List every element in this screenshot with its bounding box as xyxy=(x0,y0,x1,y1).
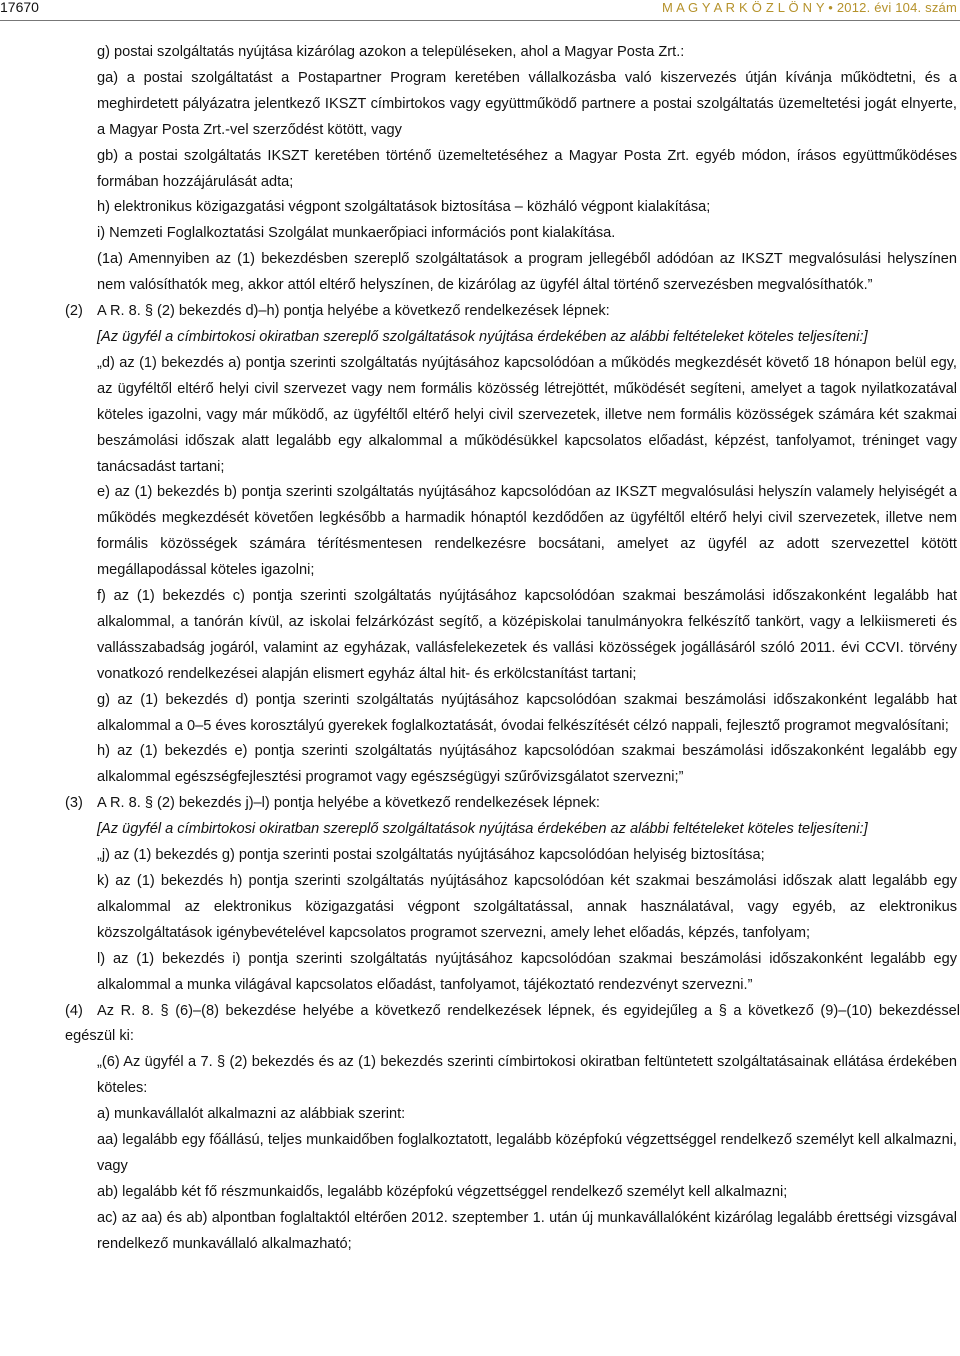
paragraph: a) munkavállalót alkalmazni az alábbiak szerint: xyxy=(97,1106,406,1123)
publication-title: M A G Y A R K Ö Z L Ö N Y • 2012. évi 104. szám xyxy=(661,0,957,15)
numbered-paragraph xyxy=(65,999,960,1051)
paragraph-number: (2) xyxy=(65,303,83,320)
paragraph-number: (4) xyxy=(65,1002,83,1019)
page-header xyxy=(0,0,960,22)
paragraph-text: [Az ügyfél a címbirtokosi okiratban szereplő szolgáltatások nyújtása érdekében az alábbi feltételeket köteles teljesíteni:] xyxy=(97,328,868,345)
paragraph: e) az (1) bekezdés b) pontja szerinti szolgáltatás nyújtásához kapcsolódóan az IKSZT megvalósulási helyszín valamely helyiségét a működés megkezdését követően legkésőbb a harmadik hónaptól kezdődően az ügyféltől eltérő helyi civil szervezetek, illetve nem formális közösségek számára térítésmentesen rendelkezésre bocsátani, amelyet az ügyfél az adott szervezettel kötött megállapodással köteles igazolni; xyxy=(97,484,957,579)
paragraph: „d) az (1) bekezdés a) pontja szerinti szolgáltatás nyújtásához kapcsolódóan a működés megkezdését követő 18 hónapon belül egy, az ügyféltől eltérő helyi civil szervezet vagy nem formális közösség létrejöttét, működését segíteni, amelyet a tagok nyilatkozatával köteles igazolni, vagy már működő, az ügyféltől eltérő helyi civil szervezetek, illetve nem formális közösségek számára két szakmai beszámolási időszak alatt legalább egy alkalommal a működésükkel kapcsolatos előadást, képzést, tanfolyamot, tréninget vagy tanácsadást tartani; xyxy=(97,354,957,475)
paragraph: k) az (1) bekezdés h) pontja szerinti szolgáltatás nyújtásához kapcsolódóan két szakmai beszámolási időszak alatt legalább egy alkalommal az elektronikus közigazgatási végpont szolgáltatással, annak használatával, vagy egyéb, az elektronikus közszolgáltatások igénybevételével kapcsolatos programot szervezni, amely lehet előadás, képzés, tanfolyam; xyxy=(97,873,957,941)
paragraph: i) Nemzeti Foglalkoztatási Szolgálat munkaerőpiaci információs pont kialakítása. xyxy=(97,225,616,242)
paragraph: h) elektronikus közigazgatási végpont szolgáltatások biztosítása – közháló végpont kialakítása; xyxy=(97,199,711,216)
italic-paragraph xyxy=(97,325,957,351)
italic-paragraph xyxy=(97,817,957,843)
paragraph: f) az (1) bekezdés c) pontja szerinti szolgáltatás nyújtásához kapcsolódóan szakmai beszámolási időszakonként legalább hat alkalommal, a tanórán kívül, az iskolai felzárkózást segítő, a középiskolai tanulmányokra felkészítő tankört, vagy a lelkiismereti és vallásszabadság jogáról, valamint az egyházak, vallásfelekezetek és vallási közösségek jogállásáról szóló 2011. évi CCVI. törvény vonatkozó rendelkezései alapján elismert egyház által hit- és erkölcstanítást tartani; xyxy=(97,588,957,682)
paragraph-text: A R. 8. § (2) bekezdés d)–h) pontja helyébe a következő rendelkezések lépnek: xyxy=(97,303,610,320)
document-body xyxy=(0,40,960,1258)
paragraph: gb) a postai szolgáltatás IKSZT keretében történő üzemeltetéséhez a Magyar Posta Zrt. egyéb módon, írásos együttműködéses formában hozzájárulását adta; xyxy=(97,147,957,190)
numbered-paragraph xyxy=(65,791,960,817)
paragraph: g) az (1) bekezdés d) pontja szerinti szolgáltatás nyújtásához kapcsolódóan szakmai beszámolási időszakonként legalább hat alkalommal a 0–5 éves korosztályú gyerekek foglalkoztatását, óvodai felkészítését célzó nappali, fejlesztő programot megvalósítani; xyxy=(97,691,957,734)
paragraph-text: [Az ügyfél a címbirtokosi okiratban szereplő szolgáltatások nyújtása érdekében az alábbi feltételeket köteles teljesíteni:] xyxy=(97,821,868,838)
paragraph: l) az (1) bekezdés i) pontja szerinti szolgáltatás nyújtásához kapcsolódóan szakmai beszámolási időszakonként legalább egy alkalommal a munka világával kapcsolatos előadást, tanfolyamot, tájékoztató rendezvényt szervezni.” xyxy=(97,950,957,993)
paragraph: (1a) Amennyiben az (1) bekezdésben szereplő szolgáltatások a program jellegéből adódóan az IKSZT megvalósulási helyszínen nem valósíthatók meg, akkor attól eltérő helyszínen, de kizárólag az ügyfél által történő szervezésben megvalósíthatók.” xyxy=(97,251,957,294)
paragraph: h) az (1) bekezdés e) pontja szerinti szolgáltatás nyújtásához kapcsolódóan szakmai beszámolási időszakonként legalább egy alkalommal egészségfejlesztési programot vagy egészségügyi szűrővizsgálatot szervezni;” xyxy=(97,743,957,786)
numbered-paragraph xyxy=(65,299,960,325)
paragraph-text: Az R. 8. § (6)–(8) bekezdése helyébe a következő rendelkezések lépnek, és egyidejűleg a § a következő (9)–(10) bekezdéssel egészül ki: xyxy=(65,1002,960,1045)
paragraph: „j) az (1) bekezdés g) pontja szerinti postai szolgáltatás nyújtásához kapcsolódóan helyiség biztosítása; xyxy=(97,847,765,864)
page-number: 17670 xyxy=(0,0,39,15)
paragraph: ab) legalább két fő részmunkaidős, legalább középfokú végzettséggel rendelkező személyt kell alkalmazni; xyxy=(97,1183,788,1200)
paragraph: „(6) Az ügyfél a 7. § (2) bekezdés és az (1) bekezdés szerinti címbirtokosi okiratban feltüntetett szolgáltatásainak ellátása érdekében köteles: xyxy=(97,1054,957,1097)
paragraph-text: A R. 8. § (2) bekezdés j)–l) pontja helyébe a következő rendelkezések lépnek: xyxy=(97,795,600,812)
paragraph: ac) az aa) és ab) alpontban foglaltaktól eltérően 2012. szeptember 1. után új munkavállalóként kizárólag legalább érettségi vizsgával rendelkező munkavállaló alkalmazható; xyxy=(97,1209,957,1252)
header-rule xyxy=(0,20,960,21)
paragraph: g) postai szolgáltatás nyújtása kizárólag azokon a településeken, ahol a Magyar Posta Zrt.: xyxy=(97,44,685,60)
paragraph-number: (3) xyxy=(65,795,83,812)
paragraph: ga) a postai szolgáltatást a Postapartner Program keretében vállalkozásba való kiszervezés útján kívánja működtetni, és a meghirdetett pályázatra jelentkező IKSZT címbirtokos vagy együttműködő partnere a postai szolgáltatás üzemeltetési jogát elnyerte, a Magyar Posta Zrt.-vel szerződést kötött, vagy xyxy=(97,69,957,138)
paragraph: aa) legalább egy főállású, teljes munkaidőben foglalkoztatott, legalább középfokú végzettséggel rendelkező személyt kell alkalmazni, vagy xyxy=(97,1132,957,1174)
